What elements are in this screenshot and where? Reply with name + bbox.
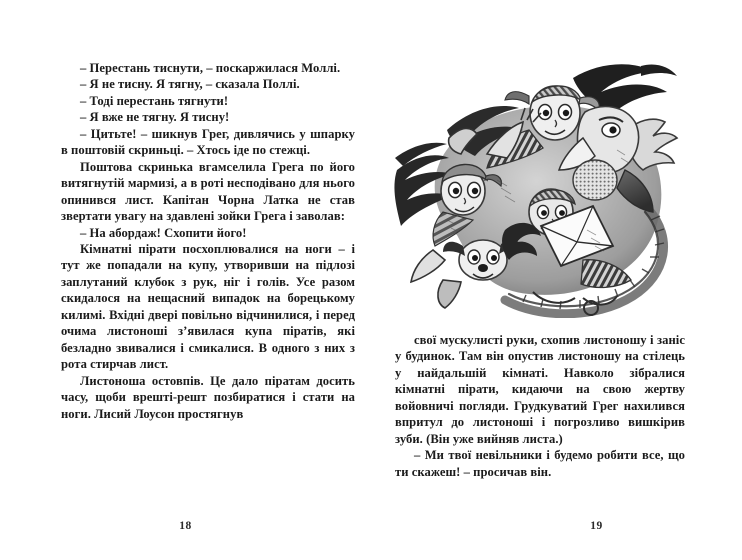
pile-of-room-pirates-illustration (387, 60, 680, 318)
paragraph: свої мускулисті руки, схопив листоношу і заніс у будинок. Там він опустив листоношу на стілець у найдальшій кімнаті. Навколо зібралися кімнатні пірати, кидаючи на свою жертву войовничі погляди. Грудкуватий Грег нахилився впритул до листоноші і погрозливо вишкірив зуби. (Він уже вийняв листа.) (395, 333, 685, 446)
paragraph: – Тоді перестань тягнути! (80, 93, 229, 108)
page-number-left: 18 (179, 520, 192, 532)
paragraph: – Ми твої невільники і будемо робити все, що ти скажеш! – просичав він. (395, 448, 685, 479)
paragraph: – На абордаж! Схопити його! (80, 225, 247, 240)
paragraph: Листоноша остовпів. Це дало піратам досить часу, щоби врешті-решт позбиратися і стати на ноги. Лисий Лоусон простягнув (61, 373, 355, 421)
paragraph: – Перестань тиснути, – поскаржилася Моллі. (80, 61, 341, 75)
right-page (371, 0, 742, 560)
paragraph: – Я вже не тягну. Я тисну! (80, 110, 230, 125)
paragraph: – Цитьте! – шикнув Грег, дивлячись у шпарку в поштовій скриньці. – Хтось іде по стежці. (61, 126, 355, 158)
paragraph: Поштова скринька вгамселила Грега по його витягнутій мармизі, а в роті несподівано для нього опинився лист. Капітан Чорна Латка не став звертати увагу на здавлені зойки Грега і заволав: (61, 159, 355, 224)
right-page-text-column (395, 332, 685, 480)
paragraph: – Я не тисну. Я тягну, – сказала Поллі. (80, 77, 300, 92)
page-number-right: 19 (590, 520, 603, 532)
left-page-text-column (61, 60, 355, 422)
paragraph: Кімнатні пірати посхоплювалися на ноги – і тут же попадали на купу, утворивши на підлозі заплутаний клубок з рук, ніг і голів. Усе разом скидалося на нещасний випадок на борецькому килимі. Вхідні двері повільно відчинилися, і перед очима листоноші з’явилася купа піратів, які безладно звивалися і смикалися. В одного з них з рота стирчав лист. (61, 241, 355, 372)
